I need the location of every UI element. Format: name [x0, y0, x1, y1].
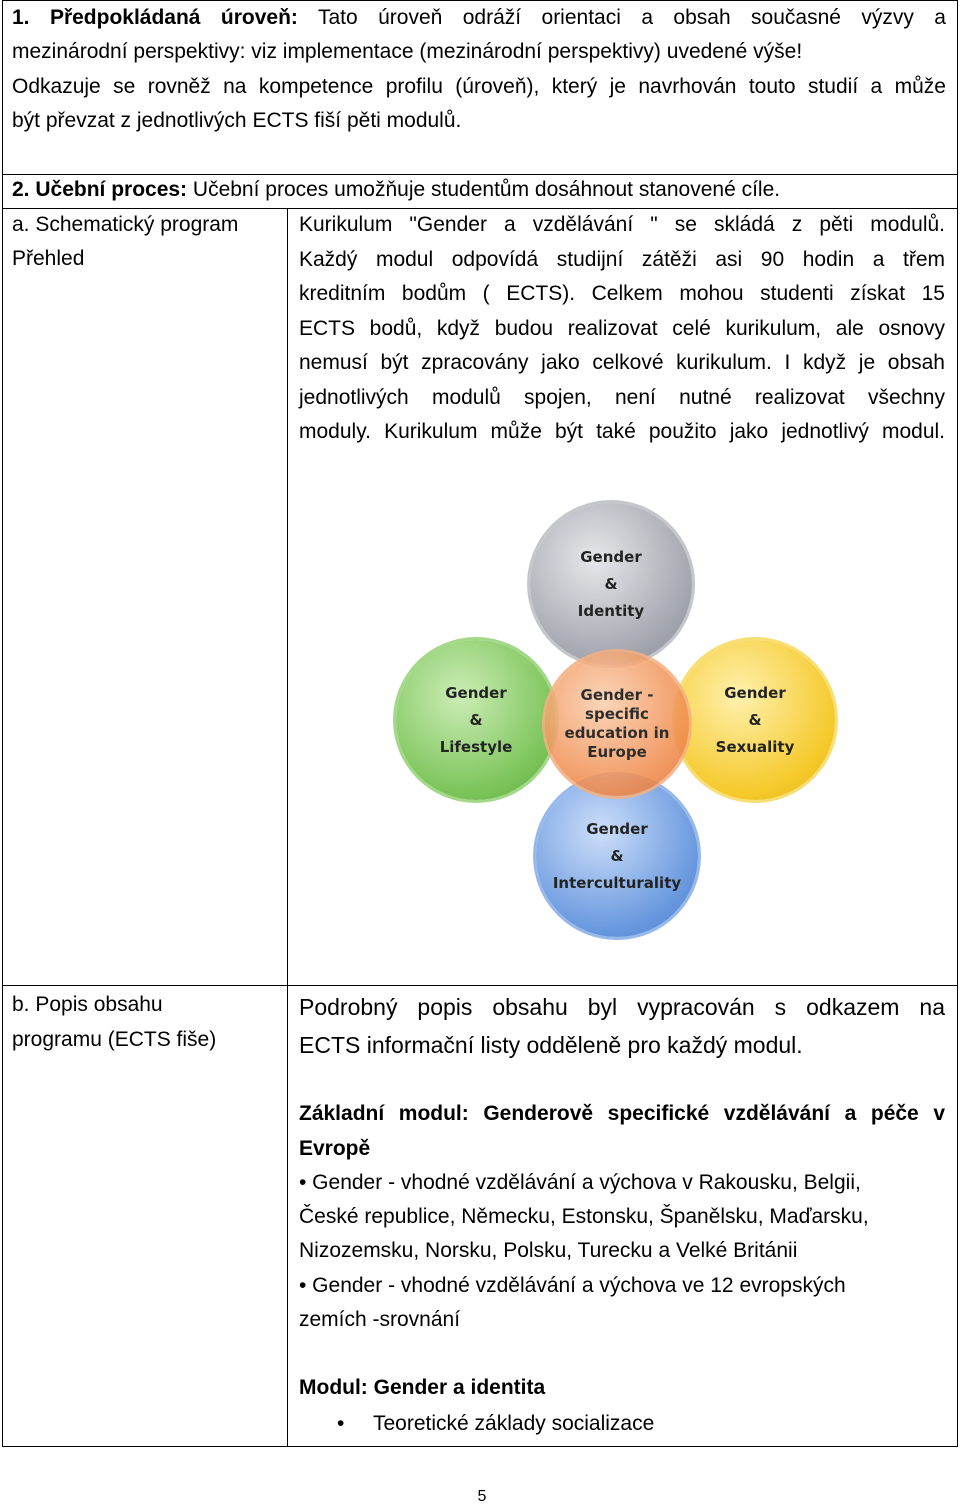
section1-line2: mezinárodní perspektivy: viz implementace (mezinárodní perspektivy) uvedené výše! — [12, 40, 803, 63]
section2-line: 2. Učební proces: Učební proces umožňuje studentům dosáhnout stanovené cíle. — [12, 178, 781, 201]
section1-line3: Odkazuje se rovněž na kompetence profilu (úroveň), který je navrhován touto studií a může — [12, 75, 946, 98]
row-b-intro-line2: ECTS informační listy odděleně pro každý modul. — [299, 1032, 803, 1058]
bullet2-line2: zemích -srovnání — [299, 1308, 461, 1331]
row-a-line: moduly. Kurikulum může být také použito jako jednotlivý modul. — [299, 420, 945, 443]
modules-diagram — [380, 495, 860, 975]
circle-gender-specific-education: Gender - specific education in Europe — [545, 652, 689, 796]
circle-gender-identity: Gender & Identity — [530, 503, 692, 665]
row-a-line: ECTS bodů, když budou realizovat celé kurikulum, ale osnovy — [299, 316, 945, 340]
bullet1-line2: České republice, Německu, Estonsku, Španělsku, Maďarsku, — [299, 1205, 869, 1228]
core-module-title-line1: Základní modul: Genderově specifické vzdělávání a péče v — [299, 1102, 945, 1125]
row-a-line: Každý modul odpovídá studijní zátěži asi 90 hodin a třem — [299, 247, 945, 271]
section2-heading: 2. Učební proces: — [12, 178, 188, 201]
row-b-label2: programu (ECTS fiše) — [12, 1028, 217, 1051]
column-divider — [287, 208, 288, 1447]
module-item: Teoretické základy socializace — [373, 1412, 655, 1435]
module-title: Modul: Gender a identita — [299, 1376, 546, 1399]
row-a-paragraph — [299, 208, 945, 450]
core-module-title-line2: Evropě — [299, 1137, 371, 1160]
circle-gender-interculturality: Gender & Interculturality — [536, 775, 698, 937]
bullet2-line1: • Gender - vhodné vzdělávání a výchova ve 12 evropských — [299, 1274, 846, 1297]
row-a-label1: a. Schematický program — [12, 213, 239, 236]
section1-heading: 1. Předpokládaná úroveň: — [12, 6, 298, 29]
row-a-line: kreditním bodům ( ECTS). Celkem mohou studenti získat 15 — [299, 282, 945, 305]
row-divider-b — [2, 985, 958, 986]
page-number: 5 — [477, 1488, 487, 1505]
module-item-bullet: • — [337, 1412, 345, 1435]
row-a-line: jednotlivých modulů spojen, není nutné realizovat všechny — [299, 385, 945, 409]
row-b-intro-line1: Podrobný popis obsahu byl vypracován s odkazem na — [299, 994, 945, 1020]
bullet1-line3: Nizozemsku, Norsku, Polsku, Turecku a Velké Británii — [299, 1239, 798, 1262]
circle-gender-lifestyle: Gender & Lifestyle — [396, 640, 556, 800]
section1-line1: 1. Předpokládaná úroveň: Tato úroveň odráží orientaci a obsah současné výzvy a — [12, 6, 946, 29]
circle-gender-sexuality: Gender & Sexuality — [675, 640, 835, 800]
row-a-line: nemusí být zpracovány jako celkové kurikulum. I když je obsah — [299, 351, 945, 374]
row-a-label2: Přehled — [12, 247, 85, 270]
section1-line4: být převzat z jednotlivých ECTS fiší pěti modulů. — [12, 109, 462, 132]
bullet1-line1: • Gender - vhodné vzdělávání a výchova v Rakousku, Belgii, — [299, 1171, 861, 1194]
row-b-label1: b. Popis obsahu — [12, 993, 163, 1016]
row-a-line: Kurikulum "Gender a vzdělávání " se skládá z pěti modulů. — [299, 213, 945, 236]
